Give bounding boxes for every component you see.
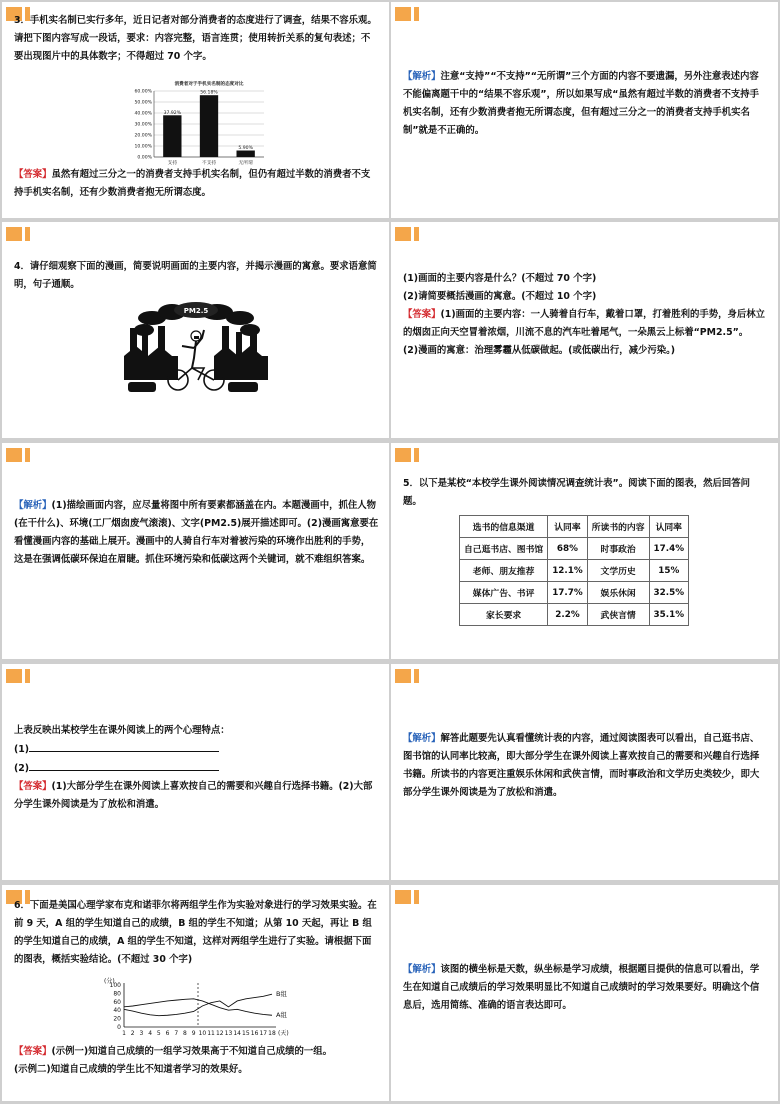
y-tick-label: 0.00% — [137, 155, 152, 161]
analysis-tag: 【解析】 — [403, 964, 441, 975]
x-tick-label: 7 — [174, 1030, 179, 1037]
x-tick-label: 支持 — [167, 161, 178, 166]
slide-decoration — [6, 669, 30, 683]
table-cell: 17.7% — [548, 582, 588, 604]
table-cell: 文学历史 — [587, 560, 649, 582]
y-tick-label: 60 — [113, 998, 121, 1006]
x-axis-label: (天) — [278, 1030, 289, 1037]
answer-3: 【答案】虽然有超过三分之一的消费者支持手机实名制，但仍有超过半数的消费者不支持手机实名制，还有少数消费者抱无所谓态度。 — [14, 169, 371, 198]
analysis-5: 【解析】解答此题要先认真看懂统计表的内容，通过阅读图表可以看出，自己逛书店、图书馆的认同率比较高，即大部分学生在课外阅读上喜欢按自己的需要和兴趣自行选择书籍。所读书的内容更注重娱乐休闲和武侠言情，而时事政治和文学历史类较少，即大部分学生课外阅读是为了放松和消遣。 — [403, 733, 760, 798]
slide-q4-answer — [391, 222, 778, 438]
x-tick-label: 12 — [215, 1030, 224, 1037]
slide-decoration — [395, 448, 419, 462]
y-tick-label: 80 — [113, 990, 121, 998]
table-cell: 35.1% — [649, 604, 689, 626]
y-tick-label: 40.00% — [134, 111, 152, 117]
answer-tag: 【答案】 — [14, 169, 52, 180]
table-cell: 17.4% — [649, 538, 689, 560]
question-5-text: 5．以下是某校“本校学生课外阅读情况调查统计表”。阅读下面的图表，然后回答问题。 — [403, 478, 750, 507]
question-4-text: 4．请仔细观察下面的漫画，简要说明画面的主要内容，并揭示漫画的寓意。要求语意简明，句子通顺。 — [14, 261, 377, 290]
data-label: 56.18% — [200, 90, 218, 96]
slide-q5-analysis — [391, 664, 778, 880]
y-tick-label: 30.00% — [134, 122, 152, 128]
slide-decoration — [395, 890, 419, 904]
table-header: 所读书的内容 — [587, 516, 649, 538]
x-tick-label: 3 — [139, 1030, 144, 1037]
analysis-6: 【解析】该图的横坐标是天数，纵坐标是学习成绩，根据题目提供的信息可以看出，学生在知道自己成绩后的学习效果明显比不知道自己成绩时的学习效果要好。明确这个信息后，选用简练、准确的语言表达即可。 — [403, 964, 760, 1011]
y-tick-label: 60.00% — [134, 89, 152, 95]
answer-tag: 【答案】 — [14, 1046, 52, 1057]
table-cell: 自己逛书店、图书馆 — [460, 538, 548, 560]
x-tick-label: 无所谓 — [238, 161, 253, 166]
x-tick-label: 10 — [198, 1030, 207, 1037]
analysis-4: 【解析】(1)描绘画面内容，应尽量将图中所有要素都涵盖在内。本题漫画中，抓住人物(在干什么)、环境(工厂烟囱废气滚滚)、文字(PM2.5)展开描述即可。(2)漫画寓意要在看懂漫画内容的基础上展开。漫画中的人骑自行车对着被污染的环境作出胜利的手势，这是在强调低碳环保迫在眉睫。抓住环境污染和低碳这两个关键词，就不难组织答案。 — [14, 500, 379, 565]
slide-decoration — [6, 227, 30, 241]
bar — [237, 151, 255, 157]
slide-decoration — [395, 227, 419, 241]
slide-q6 — [2, 885, 389, 1101]
slide-q5 — [391, 443, 778, 659]
attitude-bar-chart — [122, 77, 272, 169]
y-tick-label: 50.00% — [134, 100, 152, 106]
x-tick-label: 1 — [122, 1030, 126, 1037]
slide-q4-analysis — [2, 443, 389, 659]
analysis-tag: 【解析】 — [403, 71, 441, 82]
chart-title: 消费者对于手机实名制的态度对比 — [174, 82, 244, 87]
answer-tag: 【答案】 — [403, 309, 441, 320]
series-label: B组 — [276, 990, 287, 999]
y-tick-label: 20 — [113, 1015, 121, 1023]
question-6-text: 6．下面是美国心理学家布克和诺菲尔将两组学生作为实验对象进行的学习效果实验。在前 9 天，A 组的学生知道自己的成绩，B 组的学生不知道；从第 10 天起，再让 B 组的学生知道自己的成绩，A 组的学生不知道，这样对两组学生进行了实验。请根据下面的图表，概括实验结论。(不超过 30 个字) — [14, 900, 377, 965]
table-cell: 老师、朋友推荐 — [460, 560, 548, 582]
slide-q4 — [2, 222, 389, 438]
x-tick-label: 14 — [233, 1030, 241, 1037]
x-tick-label: 6 — [165, 1030, 170, 1037]
table-cell: 娱乐休闲 — [587, 582, 649, 604]
table-cell: 12.1% — [548, 560, 588, 582]
answer-4: (1)画面的主要内容是什么？(不超过 70 个字) (2)请简要概括漫画的寓意。(不超过 10 个字) 【答案】(1)画面的主要内容：一人骑着自行车，戴着口罩，打着胜利的手势，身后林立的烟囱正向天空冒着浓烟，川流不息的汽车吐着尾气，一朵黑云上标着“PM2.5”。 (2)漫画的寓意：治理雾霾从低碳做起。(或低碳出行，减少污染。) — [403, 273, 765, 356]
x-tick-label: 4 — [148, 1030, 153, 1037]
x-tick-label: 18 — [268, 1030, 276, 1037]
slide-decoration — [395, 669, 419, 683]
x-tick-label: 17 — [259, 1030, 268, 1037]
answer-tag: 【答案】 — [14, 781, 52, 792]
table-row — [460, 582, 689, 604]
slide-decoration — [395, 7, 419, 21]
table-row — [460, 538, 689, 560]
table-cell: 32.5% — [649, 582, 689, 604]
table-cell: 15% — [649, 560, 689, 582]
slide-q3 — [2, 2, 389, 218]
table-header: 选书的信息渠道 — [460, 516, 548, 538]
table-header-row — [460, 516, 689, 538]
analysis-3: 【解析】注意“支持”“不支持”“无所谓”三个方面的内容不要遗漏，另外注意表述内容不能偏离题干中的“结果不容乐观”，所以如果写成“虽然有超过半数的消费者不支持手机实名制，还有少数消费者抱无所谓态度，但有超过三分之一的消费者支持手机实名制”就是不正确的。 — [403, 71, 759, 136]
answer-blank — [29, 740, 219, 752]
y-tick-label: 10.00% — [134, 144, 152, 150]
table-cell: 时事政治 — [587, 538, 649, 560]
y-tick-label: 100 — [109, 982, 121, 989]
analysis-tag: 【解析】 — [403, 733, 441, 744]
slide-q3-analysis — [391, 2, 778, 218]
table-cell: 武侠言情 — [587, 604, 649, 626]
x-tick-label: 16 — [250, 1030, 259, 1037]
x-tick-label: 11 — [207, 1030, 215, 1037]
learning-effect-line-chart — [102, 977, 302, 1041]
x-tick-label: 8 — [183, 1030, 187, 1037]
reading-survey-table — [459, 515, 689, 626]
answer-blank — [29, 759, 219, 771]
table-row — [460, 604, 689, 626]
question-3-text: 3．手机实名制已实行多年，近日记者对部分消费者的态度进行了调查，结果不容乐观。请把下图内容写成一段话，要求：内容完整，语言连贯；使用转折关系的复句表述；不要出现图片中的具体数字；不得超过 70 个字。 — [14, 15, 377, 62]
table-header: 认同率 — [548, 516, 588, 538]
bar — [163, 115, 181, 157]
answer-6: 【答案】(示例一)知道自己成绩的一组学习效果高于不知道自己成绩的一组。 (示例二)知道自己成绩的学生比不知道者学习的效果好。 — [14, 1046, 332, 1075]
data-label: 37.92% — [163, 110, 182, 116]
table-row — [460, 560, 689, 582]
x-tick-label: 9 — [191, 1030, 196, 1037]
cartoon-pm25-label: PM2.5 — [183, 307, 209, 315]
x-tick-label: 5 — [156, 1030, 161, 1037]
data-label: 5.90% — [238, 146, 253, 152]
x-tick-label: 不支持 — [201, 161, 217, 166]
x-tick-label: 2 — [130, 1030, 135, 1037]
answer-5: 上表反映出某校学生在课外阅读上的两个心理特点： (1) (2) 【答案】(1)大部分学生在课外阅读上喜欢按自己的需要和兴趣自行选择书籍。(2)大部分学生课外阅读是为了放松和消遣。 — [14, 725, 373, 810]
bar — [200, 95, 218, 157]
series-label: A组 — [276, 1011, 287, 1020]
table-cell: 68% — [548, 538, 588, 560]
x-tick-label: 13 — [224, 1030, 233, 1037]
table-cell: 家长要求 — [460, 604, 548, 626]
analysis-tag: 【解析】 — [14, 500, 52, 511]
slide-q5-answer — [2, 664, 389, 880]
y-tick-label: 20.00% — [134, 133, 152, 139]
slide-q6-analysis — [391, 885, 778, 1101]
pollution-cartoon — [122, 300, 270, 396]
y-axis-label: (分) — [104, 978, 115, 985]
y-tick-label: 0 — [117, 1024, 121, 1031]
table-cell: 2.2% — [548, 604, 588, 626]
slide-decoration — [6, 448, 30, 462]
y-tick-label: 40 — [113, 1007, 121, 1015]
table-cell: 媒体广告、书评 — [460, 582, 548, 604]
table-header: 认同率 — [649, 516, 689, 538]
x-tick-label: 15 — [242, 1030, 250, 1037]
